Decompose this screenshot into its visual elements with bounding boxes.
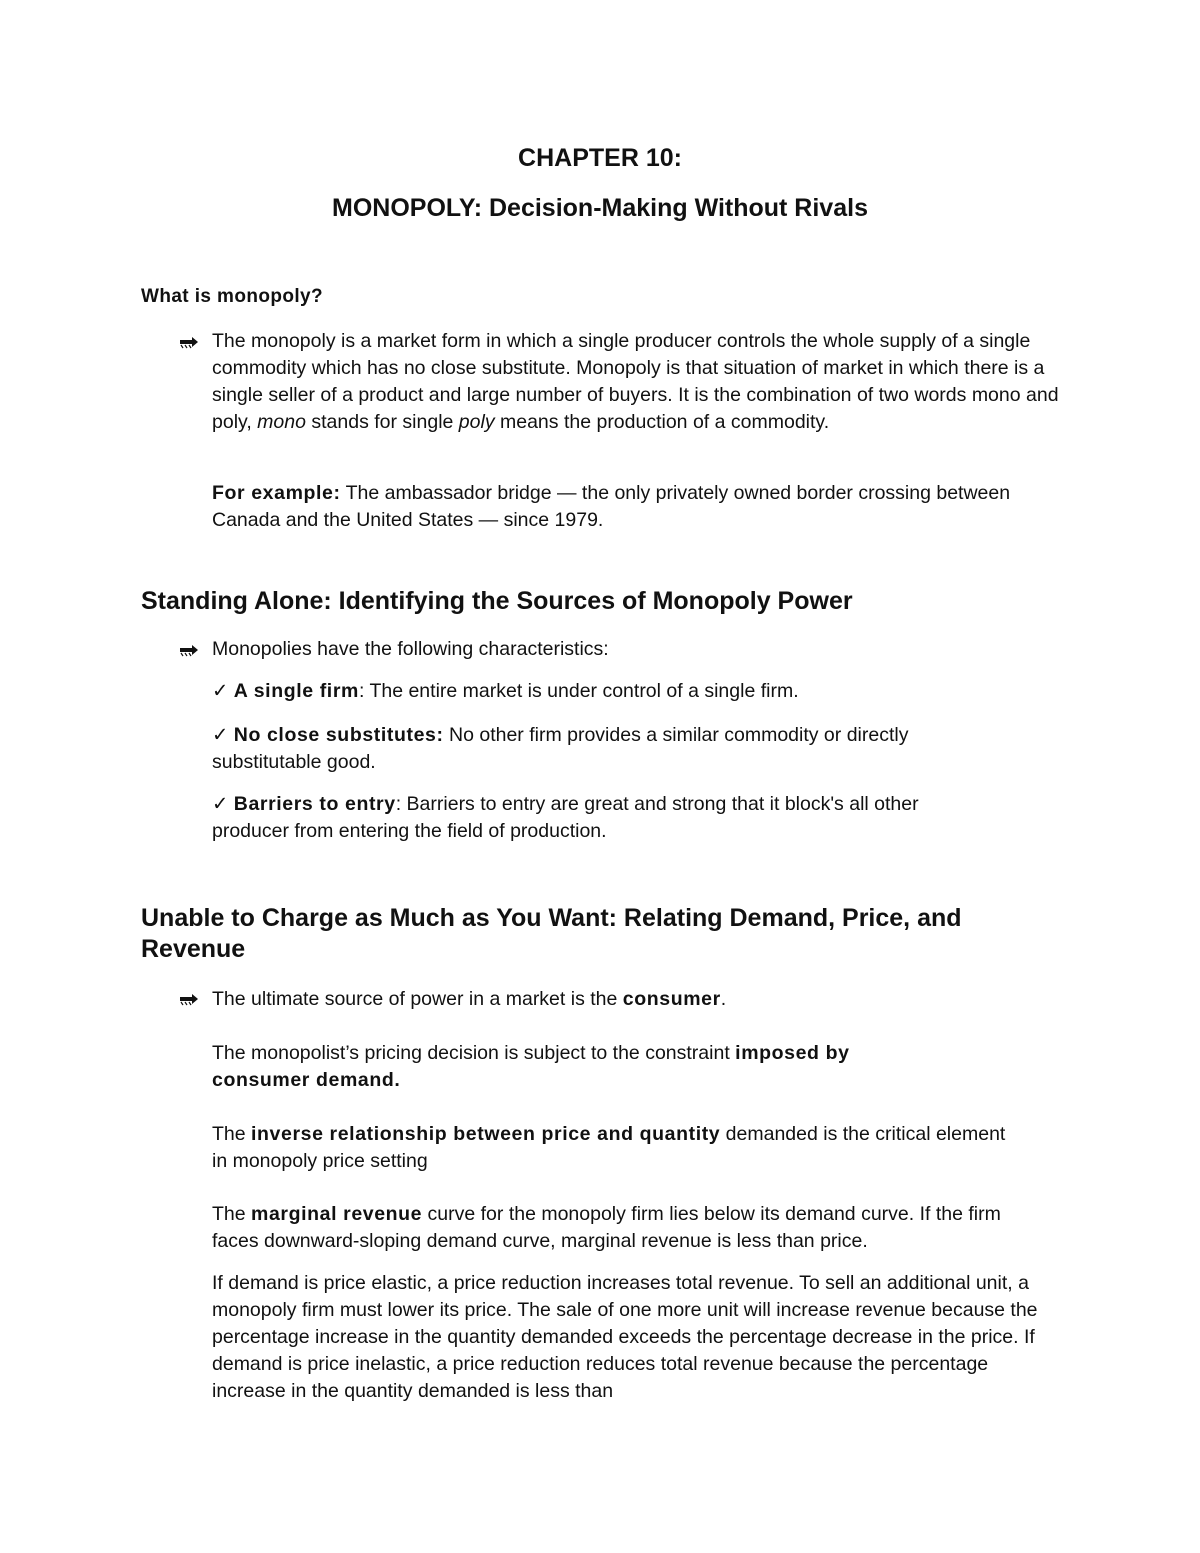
chapter-title: CHAPTER 10: [518,144,682,172]
section-heading-demand: Unable to Charge as Much as You Want: Relating Demand, Price, and Revenue [141,904,962,963]
check-icon: ✓ [212,680,229,702]
example-paragraph: For example: The ambassador bridge — the only privately owned border crossing between Canada and the United States — since 1979. [212,482,1011,531]
characteristic-item: ✓ A single firm: The entire market is under control of a single firm. [212,680,799,702]
inverse-relationship-text: The inverse relationship between price and quantity demanded is the critical element in monopoly price setting [212,1123,1006,1172]
check-icon: ✓ [212,793,229,815]
chapter-subtitle: MONOPOLY: Decision-Making Without Rivals [332,194,868,222]
pointer-bullet-icon [178,991,202,1007]
elasticity-text: If demand is price elastic, a price reduction increases total revenue. To sell an additional unit, a monopoly firm must lower its price. The sale of one more unit will increase revenue because the percentage increase in the quantity demanded exceeds the percentage decrease in the price. If demand is price inelastic, a price reduction reduces total revenue because the percentage increase in the quantity demanded is less than [212,1272,1038,1402]
marginal-revenue-text: The marginal revenue curve for the monopoly firm lies below its demand curve. If the firm faces downward-sloping demand curve, marginal revenue is less than price. [212,1203,1001,1252]
pointer-bullet-icon [178,642,202,658]
check-icon: ✓ [212,724,229,746]
characteristic-item: ✓ Barriers to entry: Barriers to entry are great and strong that it block's all other producer from entering the field of production. [212,793,919,842]
consumer-power-text: The ultimate source of power in a market is the consumer. [212,988,727,1010]
characteristics-intro: Monopolies have the following characteristics: [212,638,609,660]
monopoly-definition: The monopoly is a market form in which a single producer controls the whole supply of a single commodity which has no close substitute. Monopoly is that situation of market in which there is a single seller of a product and large number of buyers. It is the combination of two words mono and poly, mono stands for single poly means the production of a commodity. [212,330,1059,433]
pointer-bullet-icon [178,334,202,350]
example-label: For example: [212,482,341,504]
pricing-constraint-text: The monopolist’s pricing decision is subject to the constraint imposed by consumer demand. [212,1042,850,1091]
question-heading: What is monopoly? [141,286,324,307]
characteristic-item: ✓ No close substitutes: No other firm provides a similar commodity or directly substitutable good. [212,724,909,773]
section-heading-sources: Standing Alone: Identifying the Sources of Monopoly Power [141,587,853,615]
